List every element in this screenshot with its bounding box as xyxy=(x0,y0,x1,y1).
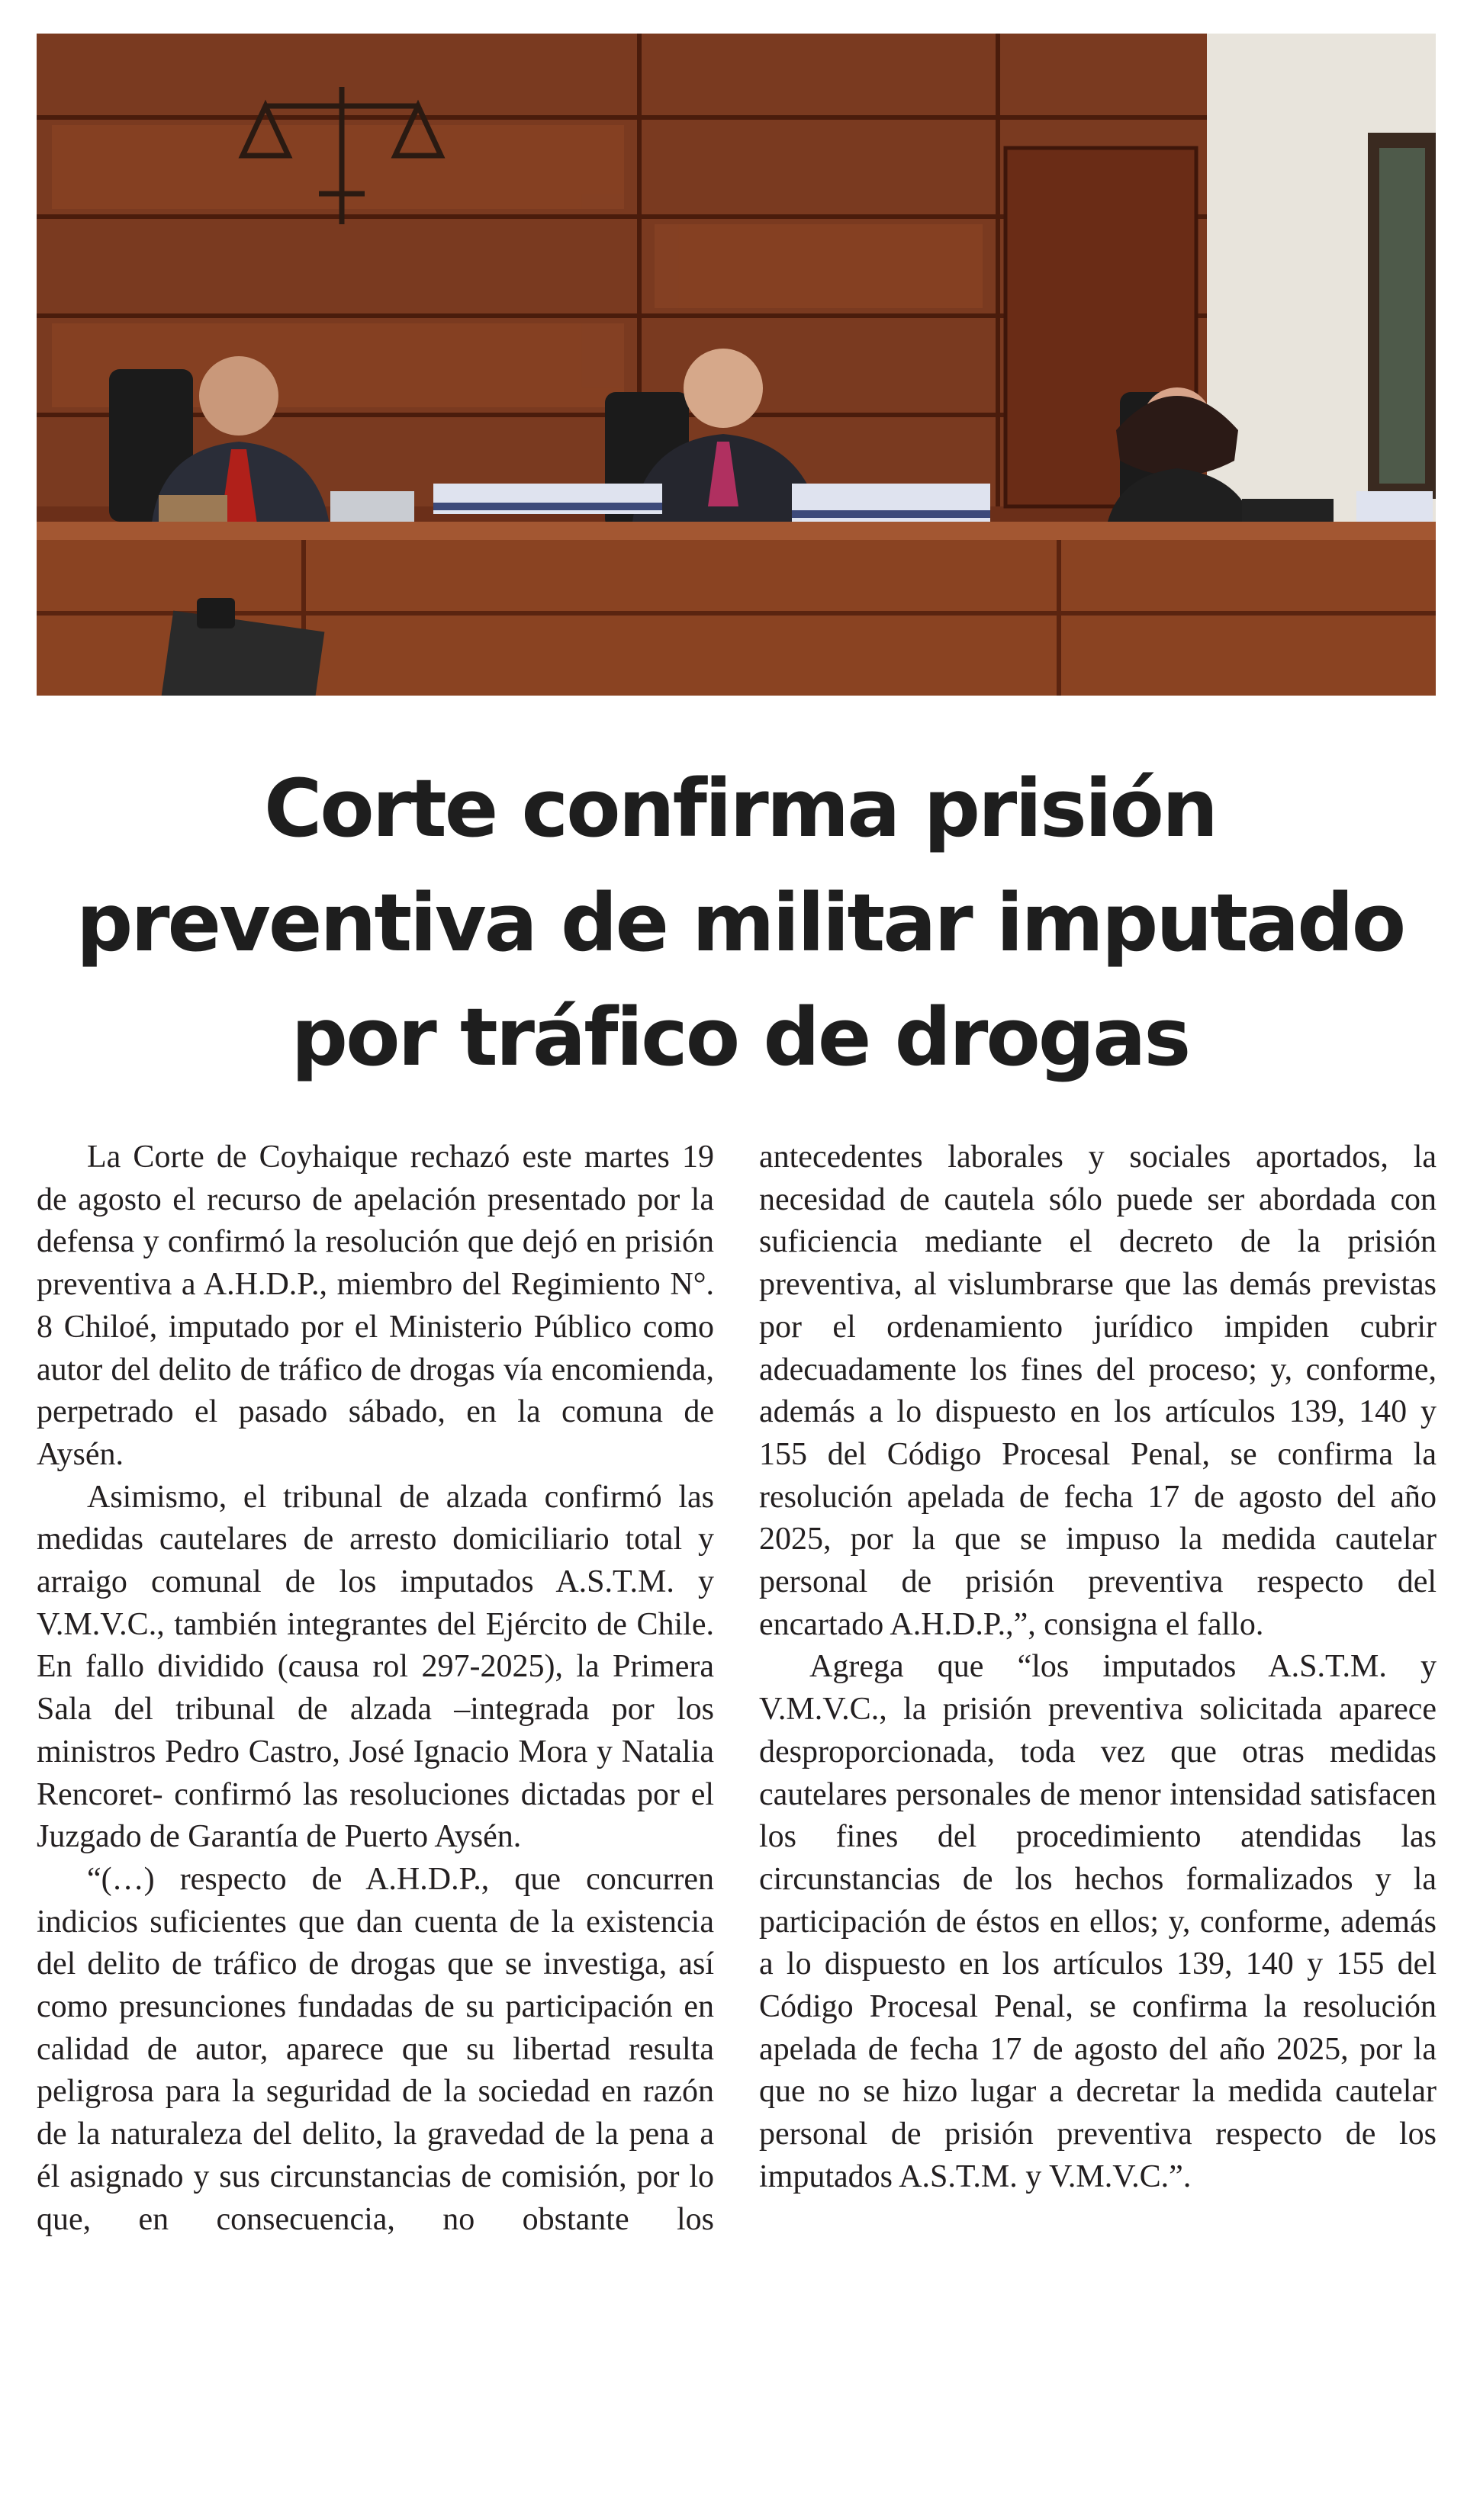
paragraph-4: Agrega que “los imputados A.S.T.M. y V.M.V.C., la prisión preventiva solicitada aparece desproporcionada, toda vez que otras medidas cautelares personales de menor intensidad satisfacen los fines del procedimiento atendidas las circunstancias de los hechos formalizados y la participación de éstos en ellos; y, conforme, además a lo dispuesto en los artículos 139, 140 y 155 del Código Procesal Penal, se confirma la resolución apelada de fecha 17 de agosto del año 2025, por la que no se hizo lugar a decretar la medida cautelar personal de prisión preventiva respecto de los imputados A.S.T.M. y V.M.V.C.”. xyxy=(759,1649,1437,2194)
headline xyxy=(31,751,1449,1094)
headline-line-1: Corte confirma prisión xyxy=(263,762,1216,855)
headline-line-2: preventiva de militar imputado xyxy=(76,876,1404,969)
article-column-left xyxy=(37,1136,714,2241)
paragraph-1: La Corte de Coyhaique rechazó este martes 19 de agosto el recurso de apelación presentado por la defensa y confirmó la resolución que dejó en prisión preventiva a A.H.D.P., miembro del Regimiento N°. 8 Chiloé, imputado por el Ministerio Público como autor del delito de tráfico de drogas vía encomienda, perpetrado el pasado sábado, en la comuna de Aysén. xyxy=(37,1139,714,1472)
courtroom-photo xyxy=(37,34,1436,696)
paragraph-3-start: “(…) respecto de A.H.D.P., que concurren indicios suficientes que dan cuenta de la existencia del delito de tráfico de drogas que se investiga, así como presunciones fundadas de su participación en calidad de autor, aparece que su libertad resulta peligrosa para la seguridad de la sociedad en razón de la naturaleza del delito, la gravedad de la pena a él asignado y sus circunstancias de comisión, por lo que, en consecuencia, no obstante los xyxy=(37,1861,714,2237)
paragraph-2: Asimismo, el tribunal de alzada confirmó las medidas cautelares de arresto domiciliario total y arraigo comunal de los imputados A.S.T.M. y V.M.V.C., también integrantes del Ejército de Chile. En fallo dividido (causa rol 297-2025), la Primera Sala del tribunal de alzada –integrada por los ministros Pedro Castro, José Ignacio Mora y Natalia Rencoret- confirmó las resoluciones dictadas por el Juzgado de Garantía de Puerto Aysén. xyxy=(37,1479,714,1855)
paragraph-3-continued: antecedentes laborales y sociales aportados, la necesidad de cautela sólo puede ser abordada con suficiencia mediante el decreto de la prisión preventiva, al vislumbrarse que las demás previstas por el ordenamiento jurídico impiden cubrir adecuadamente los fines del proceso; y, conforme, además a lo dispuesto en los artículos 139, 140 y 155 del Código Procesal Penal, se confirma la resolución apelada de fecha 17 de agosto del año 2025, por la que se impuso la medida cautelar personal de prisión preventiva respecto del encartado A.H.D.P.,”, consigna el fallo. xyxy=(759,1139,1437,1642)
article-column-right xyxy=(759,1136,1437,2199)
headline-line-3: por tráfico de drogas xyxy=(291,991,1189,1084)
